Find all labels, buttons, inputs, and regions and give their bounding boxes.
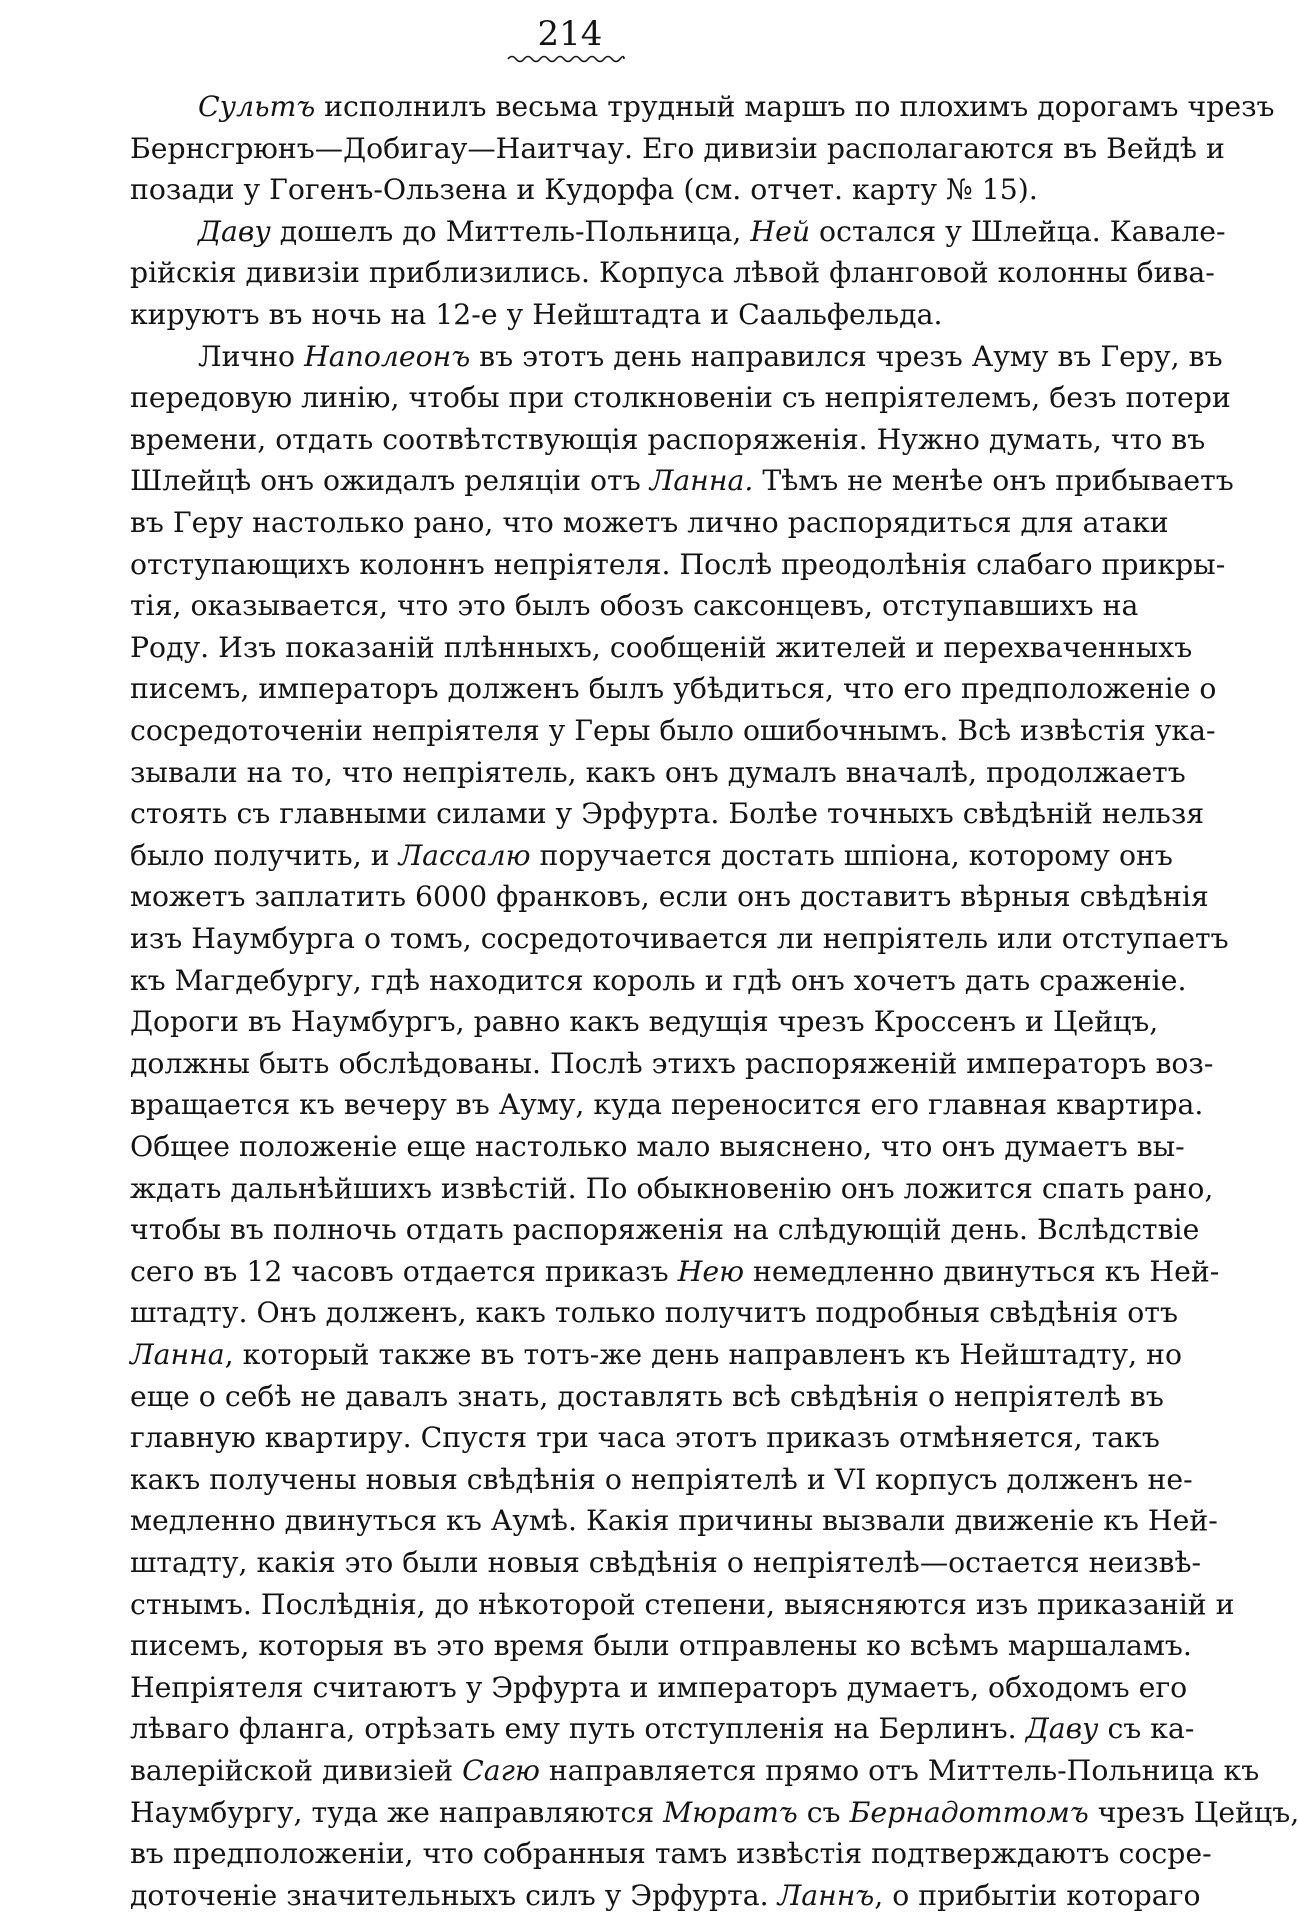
text-line bbox=[130, 1875, 1201, 1917]
text-run: стоять съ главными силами у Эрфурта. Болѣе точныхъ свѣдѣній нельзя bbox=[130, 797, 1205, 831]
text-line bbox=[130, 1667, 1188, 1709]
text-run: Дороги въ Наумбургъ, равно какъ ведущія чрезъ Кроссенъ и Цейцъ, bbox=[130, 1005, 1159, 1039]
text-run: въ этотъ день направился чрезъ Ауму въ Геру, въ bbox=[470, 339, 1223, 373]
text-run: немедленно двинуться къ Ней- bbox=[744, 1254, 1220, 1288]
text-run: чрезъ Цейцъ, bbox=[1088, 1795, 1299, 1829]
text-run: Роду. Изъ показаній плѣнныхъ, сообщеній жителей и перехваченныхъ bbox=[130, 630, 1193, 664]
text-run: ждать дальнѣйшихъ извѣстій. По обыкновенію онъ ложится спать рано, bbox=[130, 1171, 1214, 1205]
text-run: съ ка- bbox=[1098, 1712, 1195, 1746]
text-line bbox=[130, 1833, 1212, 1875]
text-line bbox=[130, 876, 1209, 918]
text-line bbox=[130, 960, 1187, 1002]
text-line bbox=[130, 1584, 1235, 1626]
text-line bbox=[130, 1126, 1185, 1168]
italic-name: Ней bbox=[750, 214, 811, 248]
text-line bbox=[130, 252, 1215, 294]
text-line bbox=[130, 1168, 1214, 1210]
text-line bbox=[130, 1001, 1159, 1043]
italic-name: Ланна bbox=[130, 1338, 225, 1371]
italic-name: Сагю bbox=[462, 1754, 540, 1787]
text-run: доточеніе значительныхъ силъ у Эрфурта. bbox=[130, 1878, 778, 1912]
text-run: писемъ, императоръ долженъ былъ убѣдиться, что его предположеніе о bbox=[130, 672, 1217, 706]
italic-name: Ланна. bbox=[649, 464, 754, 498]
text-run: Бернсгрюнъ—Добигау—Наитчау. Его дивизіи располагаются въ Вейдѣ и bbox=[130, 131, 1225, 165]
italic-name: Сультъ bbox=[198, 90, 316, 123]
text-line bbox=[198, 86, 1275, 128]
text-line bbox=[130, 710, 1216, 752]
text-run: чтобы въ полночь отдать распоряженія на слѣдующій день. Вслѣдствіе bbox=[130, 1213, 1200, 1247]
text-run: главную квартиру. Спустя три часа этотъ приказъ отмѣняется, такъ bbox=[130, 1421, 1160, 1455]
text-run: изъ Наумбурга о томъ, сосредоточивается ли непріятель или отступаетъ bbox=[130, 922, 1229, 955]
text-line bbox=[130, 1292, 1178, 1334]
text-line bbox=[198, 336, 1223, 378]
text-line bbox=[130, 294, 1120, 336]
text-run: Шлейцѣ онъ ожидалъ реляціи отъ bbox=[130, 464, 650, 498]
page-number-ornament bbox=[508, 54, 624, 64]
text-run: отступающихъ колоннъ непріятеля. Послѣ преодолѣнія слабаго прикры- bbox=[130, 547, 1226, 581]
text-run: валерійской дивизіей bbox=[130, 1754, 463, 1787]
text-run: писемъ, которыя въ это время были отправлены ко всѣмъ маршаламъ. bbox=[130, 1629, 1192, 1663]
text-run: съ bbox=[797, 1795, 850, 1829]
text-run: въ Геру настолько рано, что можетъ лично распорядиться для атаки bbox=[130, 506, 1169, 539]
italic-name: Бернадоттомъ bbox=[849, 1795, 1089, 1829]
text-line bbox=[198, 211, 1226, 253]
text-line bbox=[130, 918, 1229, 960]
text-run: позади у Гогенъ-Ользена и Кудорфа (см. отчет. карту № 15). bbox=[130, 173, 1038, 207]
text-line bbox=[130, 1625, 1192, 1667]
text-line bbox=[130, 1334, 1183, 1376]
text-run: дошелъ до Миттель-Польница, bbox=[270, 214, 751, 248]
text-run: зывали на то, что непріятель, какъ онъ думалъ вначалѣ, продолжаетъ bbox=[130, 755, 1186, 789]
text-run: сосредоточеніи непріятеля у Геры было ошибочнымъ. Всѣ извѣстія ука- bbox=[130, 714, 1216, 747]
text-run: сего въ 12 часовъ отдается приказъ bbox=[130, 1254, 678, 1288]
text-run: было получить, и bbox=[130, 838, 399, 872]
text-line bbox=[130, 1459, 1193, 1501]
text-run: въ предположеніи, что собранныя тамъ извѣстія подтверждаютъ сосре- bbox=[130, 1837, 1212, 1871]
italic-name: Лассалю bbox=[398, 838, 531, 872]
text-line bbox=[130, 1417, 1160, 1459]
text-run: тія, оказывается, что это былъ обозъ саксонцевъ, отступавшихъ на bbox=[130, 589, 1139, 623]
text-run: Тѣмъ не менѣе онъ прибываетъ bbox=[753, 464, 1234, 498]
text-line bbox=[130, 1376, 1164, 1418]
text-run: Лично bbox=[198, 339, 305, 373]
italic-name: Даву bbox=[198, 214, 271, 248]
text-line bbox=[130, 1084, 1204, 1126]
italic-name: Мюратъ bbox=[663, 1795, 798, 1829]
text-run: вращается къ вечеру въ Ауму, куда переносится его главная квартира. bbox=[130, 1088, 1204, 1122]
text-run: остался у Шлейца. Кавале- bbox=[810, 214, 1226, 248]
text-line bbox=[130, 1500, 1218, 1542]
text-run: еще о себѣ не давалъ знать, доставлять всѣ свѣдѣнія о непріятелѣ въ bbox=[130, 1379, 1164, 1413]
text-line bbox=[130, 128, 1225, 170]
text-line bbox=[130, 169, 1120, 211]
text-run: штадту, какія это были новыя свѣдѣнія о непріятелѣ—остается неизвѣ- bbox=[130, 1546, 1202, 1579]
text-line bbox=[130, 1251, 1220, 1293]
text-run: медленно двинуться къ Аумѣ. Какія причины вызвали движеніе къ Ней- bbox=[130, 1504, 1218, 1538]
text-run: стнымъ. Послѣднія, до нѣкоторой степени, выясняются изъ приказаній и bbox=[130, 1587, 1235, 1621]
text-run: времени, отдать соотвѣтствующія распоряженія. Нужно думать, что въ bbox=[130, 422, 1206, 456]
text-line bbox=[130, 1043, 1214, 1085]
text-run: , о прибытіи котораго bbox=[874, 1878, 1201, 1912]
text-line bbox=[130, 585, 1139, 627]
italic-name: Ланнъ bbox=[777, 1878, 875, 1912]
text-line bbox=[130, 544, 1226, 586]
italic-name: Нею bbox=[677, 1254, 745, 1288]
text-run: штадту. Онъ долженъ, какъ только получитъ подробныя свѣдѣнія отъ bbox=[130, 1296, 1178, 1330]
text-run: кируютъ въ ночь на 12-е у Нейштадта и Саальфельда. bbox=[130, 298, 943, 331]
text-run: , который также въ тотъ-же день направленъ къ Нейштадту, но bbox=[224, 1338, 1183, 1371]
text-line bbox=[130, 1792, 1299, 1834]
text-run: рійскія дивизіи приблизились. Корпуса лѣвой фланговой колонны бива- bbox=[130, 256, 1215, 290]
text-line bbox=[130, 1708, 1195, 1750]
text-run: лѣваго фланга, отрѣзать ему путь отступленія на Берлинъ. bbox=[130, 1712, 1026, 1746]
text-run: исполнилъ весьма трудный маршъ по плохимъ дорогамъ чрезъ bbox=[315, 90, 1275, 123]
text-line bbox=[130, 668, 1217, 710]
text-run: какъ получены новыя свѣдѣнія о непріятелѣ и VI корпусъ долженъ не- bbox=[130, 1462, 1193, 1496]
text-run: къ Магдебургу, гдѣ находится король и гдѣ онъ хочетъ дать сраженіе. bbox=[130, 963, 1187, 997]
text-run: Наумбургу, туда же направляются bbox=[130, 1795, 664, 1829]
text-run: должны быть обслѣдованы. Послѣ этихъ распоряженій императоръ воз- bbox=[130, 1046, 1214, 1080]
text-line bbox=[130, 627, 1193, 669]
text-line bbox=[130, 460, 1234, 502]
text-line bbox=[130, 793, 1205, 835]
text-run: передовую линію, чтобы при столкновеніи съ непріятелемъ, безъ потери bbox=[130, 381, 1231, 415]
text-line bbox=[130, 419, 1206, 461]
text-run: поручается достать шпіона, которому онъ bbox=[530, 838, 1173, 872]
text-line bbox=[130, 752, 1186, 794]
text-line bbox=[130, 377, 1231, 419]
text-run: Общее положеніе еще настолько мало выяснено, что онъ думаетъ вы- bbox=[130, 1130, 1185, 1163]
text-run: Непріятеля считаютъ у Эрфурта и императоръ думаетъ, обходомъ его bbox=[130, 1670, 1188, 1704]
text-line bbox=[130, 1209, 1200, 1251]
text-line bbox=[130, 1750, 1260, 1792]
italic-name: Наполеонъ bbox=[304, 339, 471, 373]
text-line bbox=[130, 1542, 1202, 1584]
italic-name: Даву bbox=[1025, 1712, 1099, 1746]
text-line bbox=[130, 502, 1169, 544]
text-run: направляется прямо отъ Миттель-Польница къ bbox=[539, 1754, 1260, 1787]
page-number: 214 bbox=[537, 14, 603, 54]
text-run: можетъ заплатить 6000 франковъ, если онъ доставитъ вѣрныя свѣдѣнія bbox=[130, 880, 1209, 914]
text-line bbox=[130, 835, 1173, 877]
